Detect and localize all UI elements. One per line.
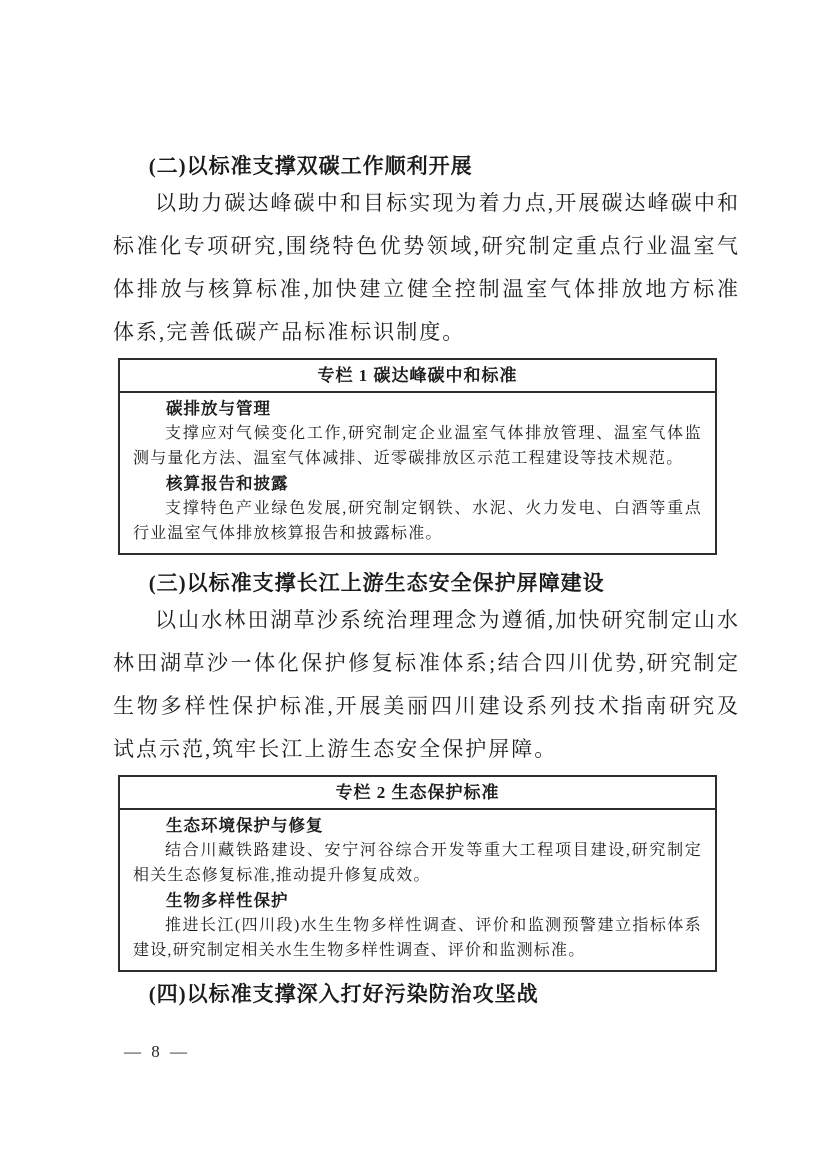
box-2-entry-1-subtitle: 生态环境保护与修复 [166,816,324,835]
section-3-paragraph: 以山水林田湖草沙系统治理理念为遵循,加快研究制定山水林田湖草沙一体化保护修复标准体系;结合四川优势,研究制定生物多样性保护标准,开展美丽四川建设系列技术指南研究及试点示范,筑牢长江上游生态安全保护屏障。 [113,608,740,761]
box-1-entry-1-text: 支撑应对气候变化工作,研究制定企业温室气体排放管理、温室气体监测与量化方法、温室气体减排、近零碳排放区示范工程建设等技术规范。 [133,425,702,467]
page-number: — 8 — [124,1042,190,1061]
column-box-1-body [120,393,715,553]
box-2-entry-2-text: 推进长江(四川段)水生生物多样性调查、评价和监测预警建立指标体系建设,研究制定相关水生生物多样性调查、评价和监测标准。 [133,917,702,959]
box-1-entry-2-subtitle: 核算报告和披露 [166,474,289,493]
column-box-1-title: 专栏 1 碳达峰碳中和标准 [120,360,715,393]
column-box-1 [118,358,717,555]
column-box-2-title: 专栏 2 生态保护标准 [120,777,715,810]
section-4-heading: (四)以标准支撑深入打好污染防治攻坚战 [148,982,539,1006]
section-3-heading: (三)以标准支撑长江上游生态安全保护屏障建设 [148,571,605,595]
column-box-2 [118,775,717,972]
box-2-entry-1-text: 结合川藏铁路建设、安宁河谷综合开发等重大工程项目建设,研究制定相关生态修复标准,推动提升修复成效。 [133,842,702,884]
section-2-paragraph: 以助力碳达峰碳中和目标实现为着力点,开展碳达峰碳中和标准化专项研究,围绕特色优势领域,研究制定重点行业温室气体排放与核算标准,加快建立健全控制温室气体排放地方标准体系,完善低碳产品标准标识制度。 [113,191,740,344]
column-box-2-body [120,810,715,970]
box-2-entry-2-subtitle: 生物多样性保护 [166,891,289,910]
box-1-entry-2-text: 支撑特色产业绿色发展,研究制定钢铁、水泥、火力发电、白酒等重点行业温室气体排放核算报告和披露标准。 [133,500,702,542]
box-1-entry-1-subtitle: 碳排放与管理 [166,399,271,418]
section-2-heading: (二)以标准支撑双碳工作顺利开展 [148,154,473,178]
